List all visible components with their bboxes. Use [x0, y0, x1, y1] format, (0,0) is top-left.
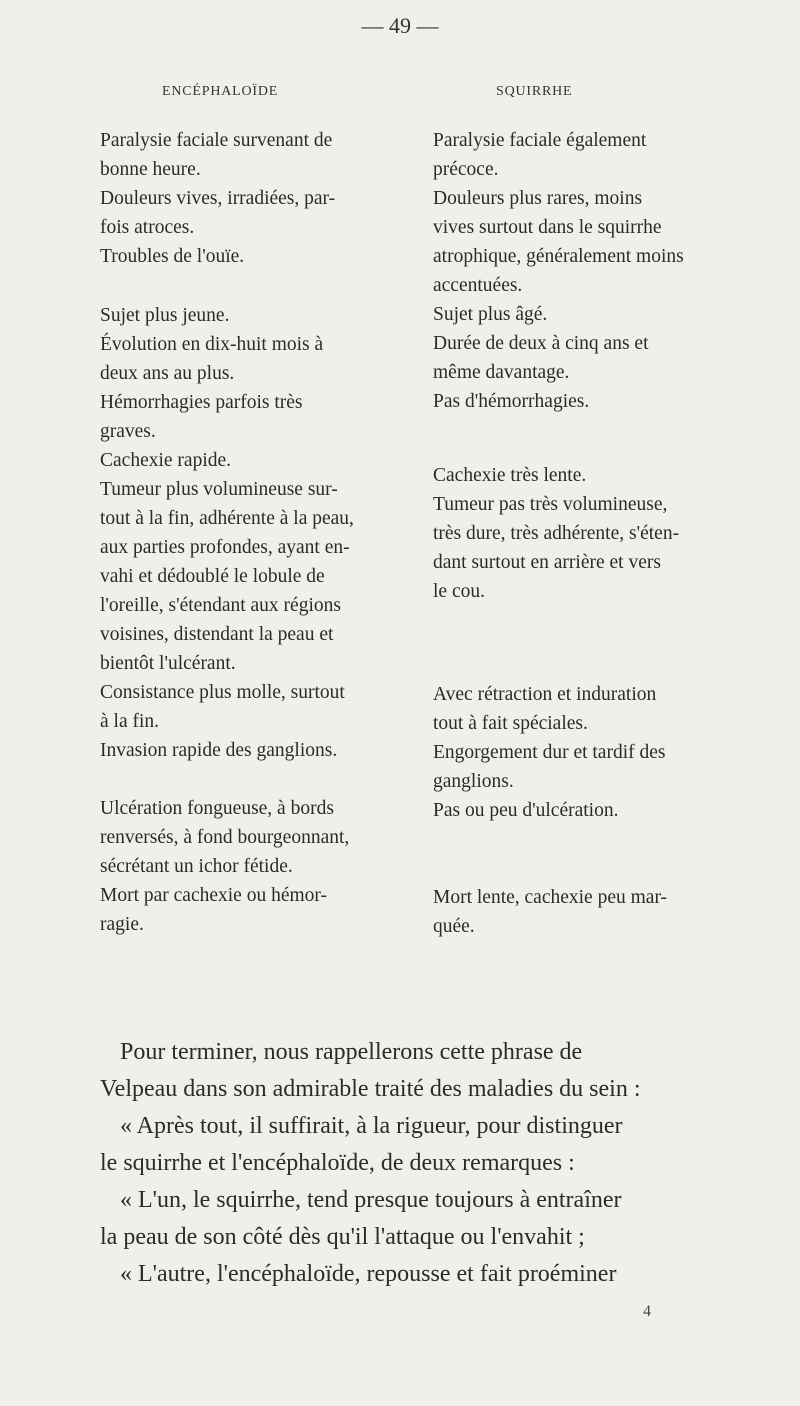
column-line: Cachexie très lente. [433, 465, 587, 486]
column-line: quée. [433, 916, 475, 937]
column-line: Cachexie rapide. [100, 450, 232, 471]
left-column-heading: ENCÉPHALOÏDE [162, 84, 279, 99]
column-line: Ulcération fongueuse, à bords [100, 798, 334, 819]
column-line: aux parties profondes, ayant en- [100, 537, 350, 558]
conclusion-paragraph [100, 1034, 740, 1293]
column-line: très dure, très adhérente, s'éten- [433, 523, 680, 544]
body-line: « L'un, le squirrhe, tend presque toujours à entraîner [120, 1187, 622, 1213]
column-line: Mort lente, cachexie peu mar- [433, 887, 668, 908]
spacer [433, 606, 735, 650]
squirrhe-column [433, 126, 735, 941]
column-line: Sujet plus jeune. [100, 305, 230, 326]
page-number: — 49 — [361, 13, 439, 38]
column-line: Avec rétraction et induration [433, 684, 657, 705]
column-line: même davantage. [433, 362, 570, 383]
column-line: Tumeur pas très volumineuse, [433, 494, 668, 515]
column-line: atrophique, généralement moins [433, 246, 684, 267]
column-line: Douleurs plus rares, moins [433, 188, 643, 209]
column-line: bientôt l'ulcérant. [100, 653, 236, 674]
column-line: Invasion rapide des ganglions. [100, 740, 338, 761]
spacer [433, 416, 735, 461]
column-line: ganglions. [433, 771, 514, 792]
column-line: l'oreille, s'étendant aux régions [100, 595, 341, 616]
body-line: le squirrhe et l'encéphaloïde, de deux remarques : [100, 1150, 575, 1176]
column-line: deux ans au plus. [100, 363, 235, 384]
column-line: vahi et dédoublé le lobule de [100, 566, 325, 587]
column-line: à la fin. [100, 711, 160, 732]
column-line: le cou. [433, 581, 485, 602]
column-line: Pas d'hémorrhagies. [433, 391, 590, 412]
column-line: tout à la fin, adhérente à la peau, [100, 508, 354, 529]
column-line: précoce. [433, 159, 499, 180]
column-line: Mort par cachexie ou hémor- [100, 885, 328, 906]
signature-mark: 4 [643, 1303, 651, 1320]
body-line: « Après tout, il suffirait, à la rigueur, pour distinguer [120, 1113, 623, 1139]
column-line: ragie. [100, 914, 144, 935]
column-line: Durée de deux à cinq ans et [433, 333, 649, 354]
column-line: accentuées. [433, 275, 523, 296]
spacer [433, 650, 735, 680]
column-line: Évolution en dix-huit mois à [100, 334, 324, 355]
column-line: tout à fait spéciales. [433, 713, 588, 734]
body-line: la peau de son côté dès qu'il l'attaque ou l'envahit ; [100, 1224, 585, 1250]
column-line: Pas ou peu d'ulcération. [433, 800, 619, 821]
column-line: Douleurs vives, irradiées, par- [100, 188, 336, 209]
column-line: Paralysie faciale survenant de [100, 130, 333, 151]
column-line: renversés, à fond bourgeonnant, [100, 827, 350, 848]
column-line: Hémorrhagies parfois très [100, 392, 303, 413]
spacer [100, 765, 402, 794]
encephaloide-column [100, 126, 402, 939]
column-line: sécrétant un ichor fétide. [100, 856, 293, 877]
column-line: graves. [100, 421, 156, 442]
column-line: Consistance plus molle, surtout [100, 682, 345, 703]
column-line: vives surtout dans le squirrhe [433, 217, 662, 238]
body-line: Velpeau dans son admirable traité des maladies du sein : [100, 1076, 641, 1102]
spacer [100, 271, 402, 301]
right-column-heading: SQUIRRHE [496, 84, 573, 99]
body-line: « L'autre, l'encéphaloïde, repousse et fait proéminer [120, 1261, 617, 1287]
column-line: Engorgement dur et tardif des [433, 742, 666, 763]
column-line: bonne heure. [100, 159, 201, 180]
column-line: Sujet plus âgé. [433, 304, 548, 325]
column-line: Paralysie faciale également [433, 130, 647, 151]
column-line: fois atroces. [100, 217, 195, 238]
column-line: Tumeur plus volumineuse sur- [100, 479, 338, 500]
body-line: Pour terminer, nous rappellerons cette phrase de [120, 1039, 583, 1065]
spacer [433, 825, 735, 883]
column-line: voisines, distendant la peau et [100, 624, 334, 645]
column-line: Troubles de l'ouïe. [100, 246, 245, 267]
column-line: dant surtout en arrière et vers [433, 552, 661, 573]
